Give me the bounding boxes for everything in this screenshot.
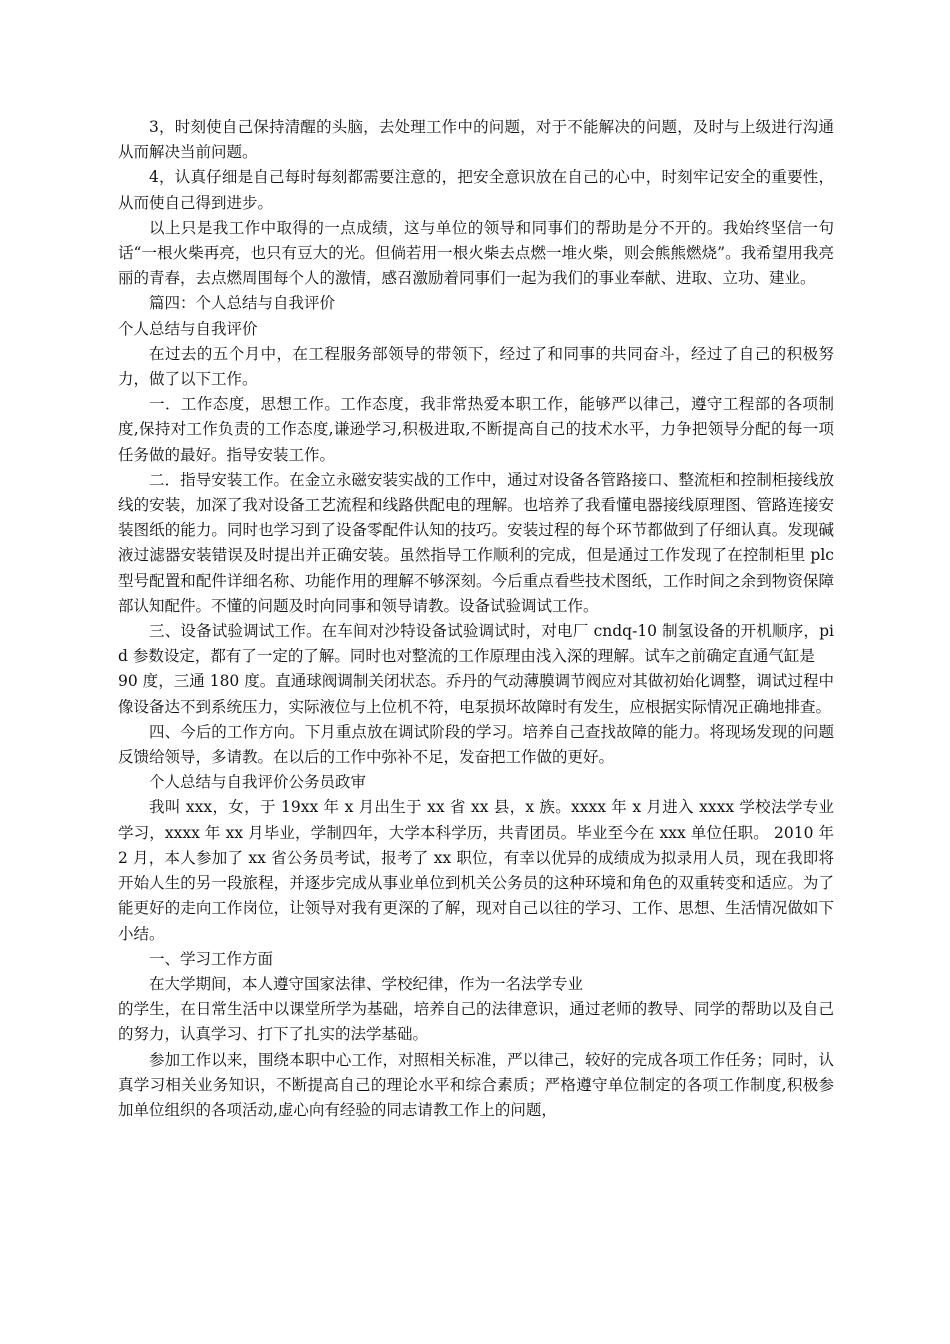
paragraph: 四、今后的工作方向。下月重点放在调试阶段的学习。培养自己查找故障的能力。将现场发现的问题反馈给领导，多请教。在以后的工作中弥补不足，发奋把工作做的更好。 [118,722,834,767]
document-page [118,115,834,1123]
paragraph: 二．指导安装工作。在金立永磁安装实战的工作中，通过对设备各管路接口、整流柜和控制柜接线放线的安装，加深了我对设备工艺流程和线路供配电的理解。也培养了我看懂电器接线原理图、管路连接安装图纸的能力。同时也学习到了设备零配件认知的技巧。安装过程的每个环节都做到了仔细认真。发现碱液过滤器安装错误及时提出并正确安装。虽然指导工作顺利的完成，但是通过工作发现了在控制柜里 plc 型号配置和配件详细名称、功能作用的理解不够深刻。今后重点看些技术图纸，工作时间之余到物资保障部认知配件。不懂的问题及时向同事和领导请教。设备试验调试工作。 [118,470,834,615]
section-heading: 一、学习工作方面 [149,949,274,968]
paragraph: 我叫 xxx，女，于 19xx 年 x 月出生于 xx 省 xx 县，x 族。xxxx 年 x 月进入 xxxx 学校法学专业学习，xxxx 年 xx 月毕业，学制四年，大学本科学历，共青团员。毕业至今在 xxx 单位任职。 2010 年 2 月，本人参加了 xx 省公务员考试，报考了 xx 职位，有幸以优异的成绩成为拟录用人员，现在我即将开始人生的另一段旅程，并逐步完成从事业单位到机关公务员的这种环境和角色的双重转变和适应。为了能更好的走向工作岗位，让领导对我有更深的了解，现对自己以往的学习、工作、思想、生活情况做如下小结。 [118,798,834,943]
paragraph: 在大学期间，本人遵守国家法律、学校纪律，作为一名法学专业 [149,974,584,993]
paragraph: 在过去的五个月中，在工程服务部领导的带领下，经过了和同事的共同奋斗，经过了自己的积极努力，做了以下工作。 [118,344,834,389]
paragraph: 以上只是我工作中取得的一点成绩，这与单位的领导和同事们的帮助是分不开的。我始终坚信一句话“一根火柴再亮，也只有豆大的光。但倘若用一根火柴去点燃一堆火柴，则会熊熊燃烧”。我希望用我亮丽的青春，去点燃周围每个人的激情，感召激励着同事们一起为我们的事业奉献、进取、立功、建业。 [118,218,834,288]
paragraph: 参加工作以来，围绕本职中心工作，对照相关标准，严以律己，较好的完成各项工作任务；同时，认真学习相关业务知识，不断提高自己的理论水平和综合素质；严格遵守单位制定的各项工作制度,积极参加单位组织的各项活动,虚心向有经验的同志请教工作上的问题， [118,1050,834,1119]
paragraph: 3，时刻使自己保持清醒的头脑，去处理工作中的问题，对于不能解决的问题，及时与上级进行沟通从而解决当前问题。 [118,118,834,162]
section-heading: 篇四：个人总结与自我评价 [149,294,336,313]
document-title: 个人总结与自我评价 [118,319,258,338]
paragraph: 的学生，在日常生活中以课堂所学为基础，培养自己的法律意识，通过老师的教导、同学的帮助以及自己的努力，认真学习、打下了扎实的法学基础。 [118,1000,834,1044]
paragraph: 三、设备试验调试工作。在车间对沙特设备试验调试时，对电厂 cndq-10 制氢设备的开机顺序，pid 参数设定，都有了一定的了解。同时也对整流的工作原理由浅入深的理解。试车之前确定直通气缸是 [118,622,834,666]
paragraph: 一．工作态度，思想工作。工作态度，我非常热爱本职工作，能够严以律己，遵守工程部的各项制度,保持对工作负责的工作态度,谦逊学习,积极进取,不断提高自己的技术水平，力争把领导分配的每一项任务做的最好。指导安装工作。 [118,395,834,464]
section-heading: 个人总结与自我评价公务员政审 [149,773,367,792]
paragraph: 4，认真仔细是自己每时每刻都需要注意的，把安全意识放在自己的心中，时刻牢记安全的重要性，从而使自己得到进步。 [118,168,834,212]
paragraph: 90 度，三通 180 度。直通球阀调制关闭状态。乔丹的气动薄膜调节阀应对其做初始化调整，调试过程中像设备达不到系统压力，实际液位与上位机不符，电泵损坏故障时有发生，应根据实际情况正确地排查。 [118,672,834,716]
